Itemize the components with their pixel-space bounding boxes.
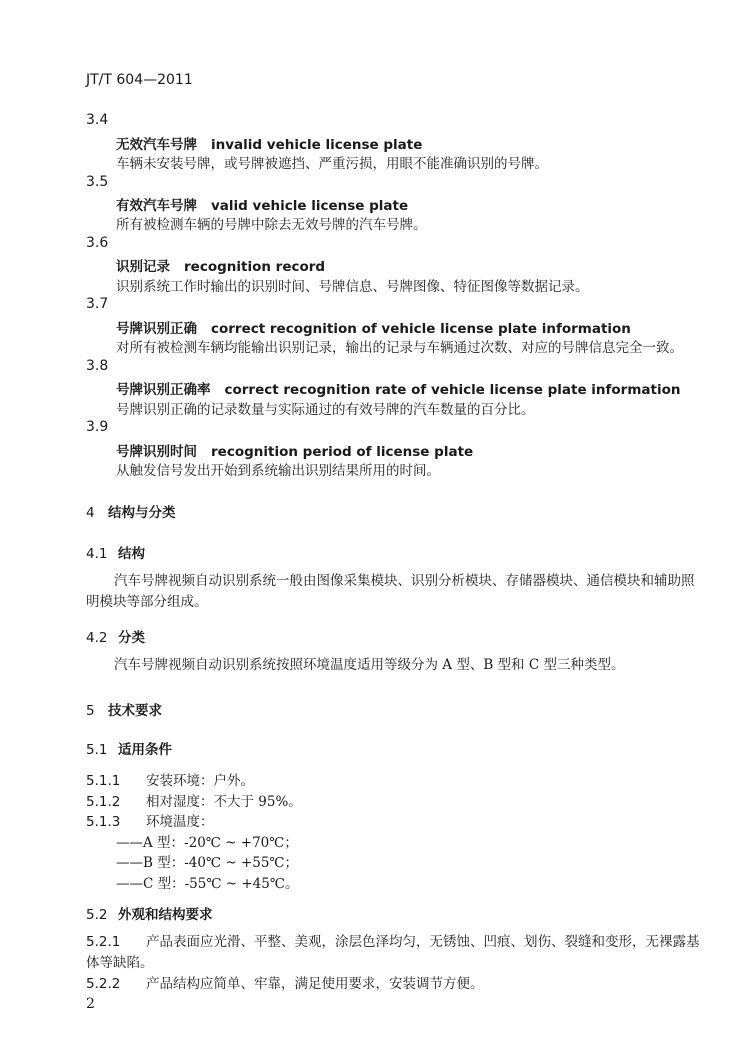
section-heading bbox=[86, 501, 176, 521]
section-title: 结构 bbox=[118, 546, 145, 562]
section-number: 4.1 bbox=[86, 546, 108, 562]
clause-number: 5.1.3 bbox=[86, 814, 121, 830]
clause-text: 安装环境：户外。 bbox=[146, 773, 254, 789]
section-title: 结构与分类 bbox=[108, 505, 176, 521]
term-title bbox=[116, 378, 680, 398]
subsection-heading bbox=[86, 542, 145, 562]
term-number: 3.6 bbox=[86, 235, 109, 251]
term-en: recognition period of license plate bbox=[211, 444, 474, 460]
clause-number: 5.2.1 bbox=[86, 934, 121, 950]
term-definition: 车辆未安装号牌，或号牌被遮挡、严重污损，用眼不能准确识别的号牌。 bbox=[116, 156, 548, 172]
section-title: 外观和结构要求 bbox=[118, 907, 213, 923]
list-item: ——A 型：-20℃ ~ +70℃； bbox=[116, 835, 298, 851]
body-paragraph: 汽车号牌视频自动识别系统按照环境温度适用等级分为 A 型、B 型和 C 型三种类型。 bbox=[114, 657, 625, 673]
section-number: 4.2 bbox=[86, 630, 108, 646]
subsection-heading bbox=[86, 626, 145, 646]
page-number: 2 bbox=[86, 996, 95, 1012]
section-number: 5.2 bbox=[86, 907, 108, 923]
clause bbox=[86, 974, 706, 995]
section-title: 技术要求 bbox=[108, 703, 162, 719]
clause-text: 产品结构应简单、牢靠，满足使用要求，安装调节方便。 bbox=[146, 976, 484, 992]
term-title bbox=[116, 133, 422, 153]
standard-code-header: JT/T 604—2011 bbox=[86, 72, 193, 88]
clause-text: 环境温度： bbox=[146, 814, 214, 830]
term-number: 3.8 bbox=[86, 358, 109, 374]
body-paragraph: 汽车号牌视频自动识别系统一般由图像采集模块、识别分析模块、存储器模块、通信模块和辅助照明模块等部分组成。 bbox=[86, 573, 695, 610]
term-zh: 有效汽车号牌 bbox=[116, 198, 197, 214]
term-number: 3.9 bbox=[86, 419, 109, 435]
term-zh: 号牌识别时间 bbox=[116, 444, 197, 460]
section-heading bbox=[86, 699, 162, 719]
term-en: recognition record bbox=[184, 259, 326, 275]
subsection-heading bbox=[86, 903, 213, 923]
clause bbox=[86, 769, 254, 789]
term-title bbox=[116, 194, 408, 214]
list-item: ——C 型：-55℃ ~ +45℃。 bbox=[116, 876, 299, 892]
subsection-heading bbox=[86, 738, 172, 758]
term-definition: 号牌识别正确的记录数量与实际通过的有效号牌的汽车数量的百分比。 bbox=[116, 402, 535, 418]
term-zh: 号牌识别正确率 bbox=[116, 382, 211, 398]
term-definition: 所有被检测车辆的号牌中除去无效号牌的汽车号牌。 bbox=[116, 217, 427, 233]
clause bbox=[86, 810, 214, 830]
section-number: 5 bbox=[86, 703, 95, 719]
section-title: 适用条件 bbox=[118, 742, 172, 758]
term-zh: 无效汽车号牌 bbox=[116, 137, 197, 153]
term-definition: 从触发信号发出开始到系统输出识别结果所用的时间。 bbox=[116, 463, 440, 479]
section-number: 4 bbox=[86, 505, 95, 521]
term-title bbox=[116, 255, 325, 275]
term-en: correct recognition rate of vehicle license plate information bbox=[224, 382, 681, 398]
term-number: 3.4 bbox=[86, 112, 109, 128]
clause-number: 5.1.2 bbox=[86, 794, 121, 810]
clause-number: 5.2.2 bbox=[86, 976, 121, 992]
list-item: ——B 型：-40℃ ~ +55℃； bbox=[116, 855, 299, 871]
term-number: 3.7 bbox=[86, 296, 109, 312]
clause bbox=[86, 790, 302, 810]
term-definition: 识别系统工作时输出的识别时间、号牌信息、号牌图像、特征图像等数据记录。 bbox=[116, 279, 589, 295]
term-en: correct recognition of vehicle license plate information bbox=[211, 321, 631, 337]
term-title bbox=[116, 440, 473, 460]
clause-text: 相对湿度：不大于 95%。 bbox=[146, 794, 302, 810]
term-zh: 识别记录 bbox=[116, 259, 170, 275]
section-number: 5.1 bbox=[86, 742, 108, 758]
clause-number: 5.1.1 bbox=[86, 773, 121, 789]
clause-text: 产品表面应光滑、平整、美观，涂层色泽均匀，无锈蚀、凹痕、划伤、裂缝和变形，无裸露基体等缺陷。 bbox=[86, 934, 700, 971]
term-number: 3.5 bbox=[86, 174, 109, 190]
term-en: valid vehicle license plate bbox=[211, 198, 409, 214]
term-title bbox=[116, 317, 631, 337]
term-en: invalid vehicle license plate bbox=[211, 137, 423, 153]
section-title: 分类 bbox=[118, 630, 145, 646]
term-zh: 号牌识别正确 bbox=[116, 321, 197, 337]
term-definition: 对所有被检测车辆均能输出识别记录，输出的记录与车辆通过次数、对应的号牌信息完全一致。 bbox=[116, 340, 683, 356]
clause bbox=[86, 932, 706, 974]
